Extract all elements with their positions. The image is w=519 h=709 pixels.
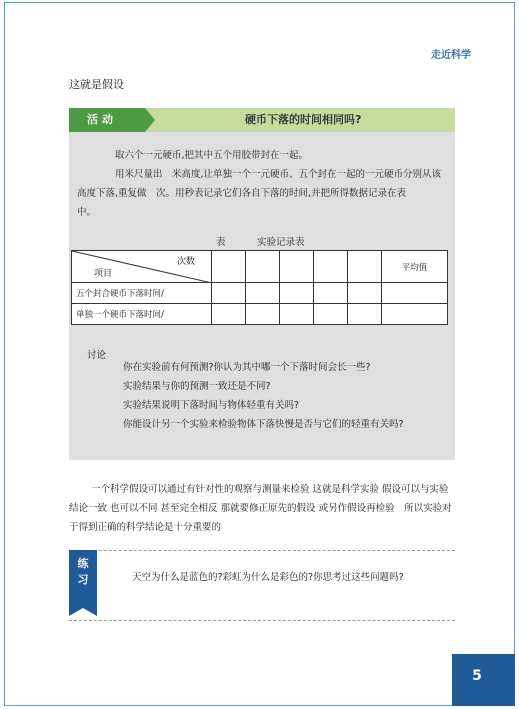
data-cell (280, 304, 314, 325)
discussion-question-2: 实验结果与你的预测一致还是不同? (123, 381, 271, 392)
exercise-label (69, 556, 97, 588)
activity-paragraph-2: 用米尺量出 米高度,让单独一个一元硬币、五个封在一起的一元硬币分别从该高度下落,重复做 次。用秒表记录它们各自下落的时间,并把所得数据记录在表 中。 (77, 169, 442, 218)
page-frame-right (514, 2, 515, 654)
header-item: 项目 (94, 269, 113, 279)
exercise-divider-bottom (69, 620, 455, 621)
row-label: 单独一个硬币下落时间/ (72, 304, 212, 325)
header-trials: 次数 (176, 257, 195, 267)
page-frame-bottom (4, 705, 452, 706)
running-header: 走近科学 (431, 50, 471, 61)
table-row (72, 283, 448, 304)
trial-cell (246, 251, 280, 283)
exercise-divider-top (69, 550, 455, 551)
table-caption-title: 实验记录表 (257, 237, 305, 248)
page-frame-left (4, 2, 5, 706)
activity-paragraph-1: 取六个一元硬币,把其中五个用胶带封在一起。 (115, 150, 309, 161)
trial-cell (348, 251, 382, 283)
table-header-row (72, 251, 448, 283)
body-paragraph: 一个科学假设可以通过有针对性的观察与测量来检验 这就是科学实验 假设可以与实验结论一致 也可以不同 甚至完全相反 那就要修正原先的假设 或另作假设再检验 所以实验对于得到正确的科学结论是十分重要的 (69, 484, 452, 533)
discussion-heading: 讨论 (87, 350, 107, 361)
row-label: 五个封合硬币下落时间/ (72, 283, 212, 304)
exercise-label-line-1: 练 (77, 557, 89, 570)
trial-cell (212, 251, 246, 283)
data-cell (212, 304, 246, 325)
data-cell (314, 304, 348, 325)
discussion-question-3: 实验结果说明下落时间与物体轻重有关吗? (123, 400, 300, 411)
exercise-label-line-2: 习 (77, 573, 89, 586)
discussion-question-1: 你在实验前有何预测?你认为其中哪一个下落时间会长一些? (123, 362, 371, 373)
data-cell (348, 304, 382, 325)
page-frame-top (4, 2, 515, 3)
table-caption-prefix: 表 (216, 237, 226, 248)
table-diagonal-header (72, 251, 212, 283)
data-cell (348, 283, 382, 304)
data-cell (212, 283, 246, 304)
data-cell (246, 283, 280, 304)
data-cell (280, 283, 314, 304)
average-cell (382, 304, 448, 325)
exercise-ribbon-tail (69, 608, 97, 616)
activity-tab-label: 活动 (69, 108, 145, 132)
section-title: 这就是假设 (69, 78, 124, 91)
page-number: 5 (472, 668, 482, 684)
table-row (72, 304, 448, 325)
trial-cell (314, 251, 348, 283)
data-cell (246, 304, 280, 325)
average-header: 平均值 (382, 251, 448, 283)
activity-title: 硬币下落的时间相同吗? (245, 113, 362, 126)
activity-box (69, 108, 455, 460)
activity-tab-arrow (145, 108, 155, 132)
trial-cell (280, 251, 314, 283)
data-cell (314, 283, 348, 304)
record-table (71, 250, 448, 325)
exercise-text: 天空为什么是蓝色的?彩虹为什么是彩色的?你思考过这些问题吗? (132, 572, 404, 583)
discussion-question-4: 你能设计另一个实验来检验物体下落快慢是否与它们的轻重有关吗? (123, 419, 404, 430)
average-cell (382, 283, 448, 304)
